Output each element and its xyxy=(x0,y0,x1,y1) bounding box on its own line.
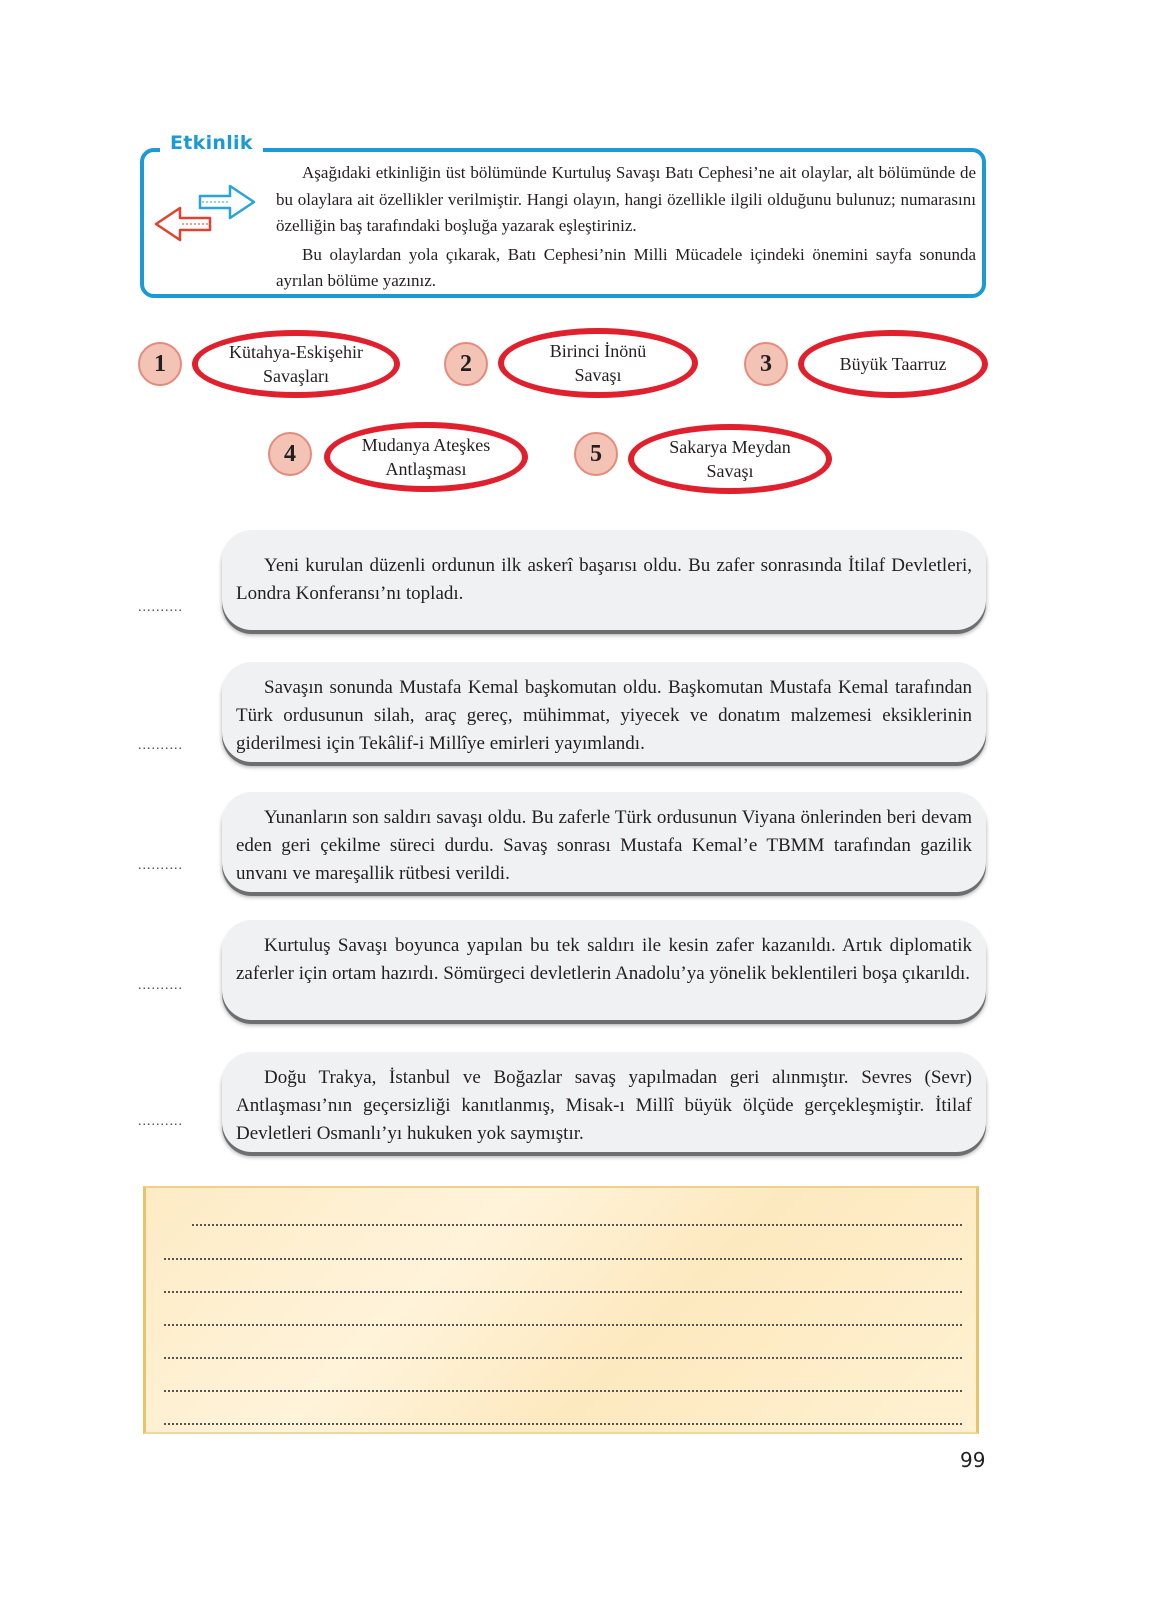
feature-text: Savaşın sonunda Mustafa Kemal başkomutan oldu. Başkomutan Mustafa Kemal tarafından Türk ordusunun silah, araç gereç, mühimmat, yiyecek ve donatım malzemesi eksiklerinin giderilmesi için Tekâlif-i Millîye emirleri yayımlandı. xyxy=(236,677,972,754)
event-number: 3 xyxy=(744,342,788,386)
event-label: Kütahya-Eskişehir xyxy=(229,342,363,362)
answer-blank-5[interactable]: .......... xyxy=(138,1114,183,1129)
feature-card-5 xyxy=(222,1052,986,1152)
instruction-paragraph-1: Aşağıdaki etkinliğin üst bölümünde Kurtuluş Savaşı Batı Cephesi’ne ait olaylar, alt bölümünde de bu olaylara ait özellikler verilmiştir. Hangi olayın, hangi özellikle ilgili olduğunu bulunuz; numarasını özelliğin baş tarafındaki boşluğa yazarak eşleştiriniz. xyxy=(276,163,976,235)
exchange-arrows-icon xyxy=(152,178,262,243)
event-oval xyxy=(628,424,832,494)
event-number: 4 xyxy=(268,432,312,476)
event-oval xyxy=(324,422,528,492)
event-label: Savaşı xyxy=(706,461,754,481)
activity-title: Etkinlik xyxy=(160,132,263,154)
answer-blank-1[interactable]: .......... xyxy=(138,600,183,615)
feature-card-1 xyxy=(222,530,986,630)
event-number: 5 xyxy=(574,432,618,476)
event-label: Büyük Taarruz xyxy=(839,354,947,374)
event-oval xyxy=(192,330,400,398)
answer-blank-2[interactable]: .......... xyxy=(138,738,183,753)
feature-text: Yeni kurulan düzenli ordunun ilk askerî başarısı oldu. Bu zafer sonrasında İtilaf Devletleri, Londra Konferansı’nı topladı. xyxy=(236,555,972,604)
event-number: 1 xyxy=(138,342,182,386)
feature-text: Doğu Trakya, İstanbul ve Boğazlar savaş yapılmadan geri alınmıştır. Sevres (Sevr) Antlaşması’nın geçersizliği kanıtlanmış, Misak-ı Millî büyük ölçüde gerçekleşmiştir. İtilaf Devletleri Osmanlı’yı hukuken yok saymıştır. xyxy=(236,1067,972,1144)
event-label: Antlaşması xyxy=(385,459,467,479)
feature-text: Yunanların son saldırı savaşı oldu. Bu zaferle Türk ordusunun Viyana önlerinden beri devam eden geri çekilme süreci durdu. Savaş sonrası Mustafa Kemal’e TBMM tarafından gazilik unvanı ve mareşallik rütbesi verildi. xyxy=(236,807,972,884)
feature-card-3 xyxy=(222,792,986,892)
event-label: Savaşı xyxy=(574,365,622,385)
feature-card-2 xyxy=(222,662,986,762)
event-label: Mudanya Ateşkes xyxy=(361,435,491,455)
writing-line[interactable] xyxy=(164,1324,962,1326)
writing-line[interactable] xyxy=(192,1224,962,1226)
event-oval xyxy=(798,330,988,398)
instruction-paragraph-2: Bu olaylardan yola çıkarak, Batı Cephesi’nin Milli Mücadele içindeki önemini sayfa sonunda ayrılan bölüme yazınız. xyxy=(276,244,976,290)
writing-area[interactable] xyxy=(143,1186,979,1434)
event-oval xyxy=(498,328,698,398)
event-number: 2 xyxy=(444,342,488,386)
feature-card-4 xyxy=(222,920,986,1020)
activity-instructions xyxy=(276,160,976,297)
event-label: Sakarya Meydan xyxy=(669,437,791,457)
answer-blank-3[interactable]: .......... xyxy=(138,858,183,873)
event-label: Savaşları xyxy=(263,366,329,386)
writing-line[interactable] xyxy=(164,1390,962,1392)
writing-line[interactable] xyxy=(164,1291,962,1293)
event-label: Birinci İnönü xyxy=(549,341,647,361)
writing-line[interactable] xyxy=(164,1258,962,1260)
feature-text: Kurtuluş Savaşı boyunca yapılan bu tek saldırı ile kesin zafer kazanıldı. Artık diplomatik zaferler için ortam hazırdı. Sömürgeci devletlerin Anadolu’ya yönelik beklentileri boşa çıkarıldı. xyxy=(236,935,972,984)
writing-line[interactable] xyxy=(164,1423,962,1425)
page-number: 99 xyxy=(960,1448,986,1472)
writing-line[interactable] xyxy=(164,1357,962,1359)
answer-blank-4[interactable]: .......... xyxy=(138,978,183,993)
